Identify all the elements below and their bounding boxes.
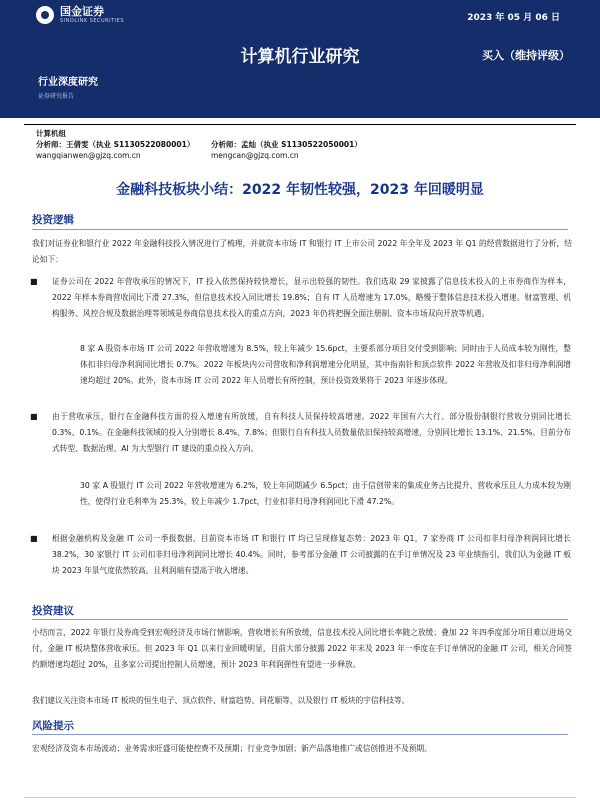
risk-paragraph: 宏观经济及资本市场波动；业务需求旺盛可能使控费不及预期；行业竞争加剧；新产品落地推广或信创推进不及预期。 — [32, 744, 432, 753]
section-divider — [32, 619, 568, 620]
footer-divider — [24, 797, 576, 798]
securities-it-paragraph: 8 家 A 股资本市场 IT 公司 2022 年营收增速为 8.5%，较上年减少 15.6pct，主要系部分项目交付受到影响；同时由于人员成本较为刚性，整体扣非归母净利润同比增长 0.7%。2022 年板块内公司营收和净利润增速分化明显，其中指南针和顶点软件 2022 年营收及扣非归母净利润增速均超过 20%。此外，资本市场 IT 公司 2022 年人员增长有所控制，预计投资效果将于 2023 年逐步体现。 — [80, 344, 571, 385]
analyst-group: 计算机组 — [36, 129, 66, 138]
bank-it-paragraph: 30 家 A 股银行 IT 公司 2022 年营收增速为 6.2%，较上年同期减少 6.5pct；由于信创带来的集成业务占比提升、营收承压且人力成本较为刚性，使得行业毛利率为 25.3%，较上年减少 1.7pct，行业扣非归母净利润同比下滑 47.2%。 — [80, 481, 571, 506]
brand-name-en: SINOLINK SECURITIES — [60, 18, 124, 24]
advice-paragraph: 小结而言，2022 年银行及券商受到宏观经济及市场行情影响，营收增长有所放缓，信息技术投入同比增长率随之放缓；叠加 22 年四季度部分项目难以进场交付，金融 IT 板块整体营收承压。但 2023 年 Q1 以来行业回暖明显，目前大部分披露 2022 年末及 2023 年一季度在手订单情况的金融 IT 公司，相关合同签约额增速均超过 20%，且多家公司提出控制人员增速，预计 2023 年利润弹性有望进一步释放。 — [32, 628, 572, 669]
section-heading-logic: 投资逻辑 — [32, 214, 74, 226]
section-divider — [32, 229, 568, 230]
bullet-icon: ■ — [30, 534, 38, 543]
bullet-icon: ■ — [30, 277, 38, 286]
analyst-2-name: 分析师：孟灿（执业 S1130522050001） — [211, 140, 362, 149]
section-heading-risk: 风险提示 — [32, 720, 74, 732]
analyst-block — [36, 128, 362, 161]
bullet-text: 根据金融机构及金融 IT 公司一季报数据，目前资本市场 IT 和银行 IT 均已呈现修复态势：2023 年 Q1，7 家券商 IT 公司扣非归母净利润同比增长 38.2%，30 家银行 IT 公司扣非归母净利润同比增长 40.4%。同时，参考部分金融 IT 公司披露的在手订单情况及 23 年业绩指引，我们认为金融 IT 板块 2023 年景气度依然较高，且利润端有望高于收入增速。 — [52, 534, 571, 575]
divider — [24, 124, 576, 125]
header-banner — [0, 0, 600, 118]
brand-logo — [36, 6, 124, 24]
brand-name: 国金证券 — [60, 5, 104, 18]
intro-paragraph: 我们对证券业和银行业 2022 年金融科技投入情况进行了梳理，并就资本市场 IT 和银行 IT 上市公司 2022 年全年及 2023 年 Q1 的经营数据进行了分析，结论如下： — [32, 239, 572, 264]
bullet-q1-recovery — [30, 531, 571, 579]
analyst-1-email[interactable]: wangqianwen@gjzq.com.cn — [36, 151, 141, 160]
section-divider — [32, 734, 568, 735]
report-subtype: 证券研究报告 — [38, 93, 75, 100]
analyst-2-email[interactable]: mengcan@gjzq.com.cn — [211, 151, 299, 160]
rating-label: 买入（维持评级） — [482, 49, 570, 62]
bullet-icon: ■ — [30, 412, 38, 421]
report-type: 行业深度研究 — [38, 77, 98, 88]
advice-recommendation: 我们建议关注资本市场 IT 板块的恒生电子、顶点软件、财富趋势、同花顺等，以及银行 IT 板块的宇信科技等。 — [32, 696, 410, 705]
report-date: 2023 年 05 月 06 日 — [467, 13, 560, 23]
report-title: 金融科技板块小结：2022 年韧性较强，2023 年回暖明显 — [116, 182, 484, 198]
bullet-text: 证券公司在 2022 年营收承压的情况下，IT 投入依然保持较快增长，显示出较强的韧性。我们选取 29 家披露了信息技术投入的上市券商作为样本，2022 年样本券商营收同比下滑 27.3%，但信息技术投入同比增长 19.8%；自有 IT 人员增速为 17.0%，略慢于整体信息技术投入增速。财富管理、机构服务、风控合规及数据治理等领域是券商信息技术投入的重点方向，2023 年仍将把握全面注册制、资本市场双向开放等机遇。 — [52, 277, 571, 318]
brand-logo-icon — [36, 6, 54, 24]
bullet-text: 由于营收承压，银行在金融科技方面的投入增速有所放缓，自有科技人员保持较高增速。2022 年国有六大行、部分股份制银行营收分别同比增长 0.3%、0.1%。在金融科技领域的投入分别增长 8.4%、7.8%；但银行自有科技人员数量依旧保持较高增速，分别同比增长 13.1%、21.5%。目前分布式转型、数据治理、AI 为大型银行 IT 建设的重点投入方向。 — [52, 412, 571, 453]
bullet-securities — [30, 274, 571, 322]
industry-title: 计算机行业研究 — [240, 47, 360, 67]
analyst-1-name: 分析师：王倩雯（执业 S1130522080001） — [36, 140, 195, 149]
section-heading-advice: 投资建议 — [32, 605, 74, 617]
bullet-banks — [30, 409, 571, 457]
